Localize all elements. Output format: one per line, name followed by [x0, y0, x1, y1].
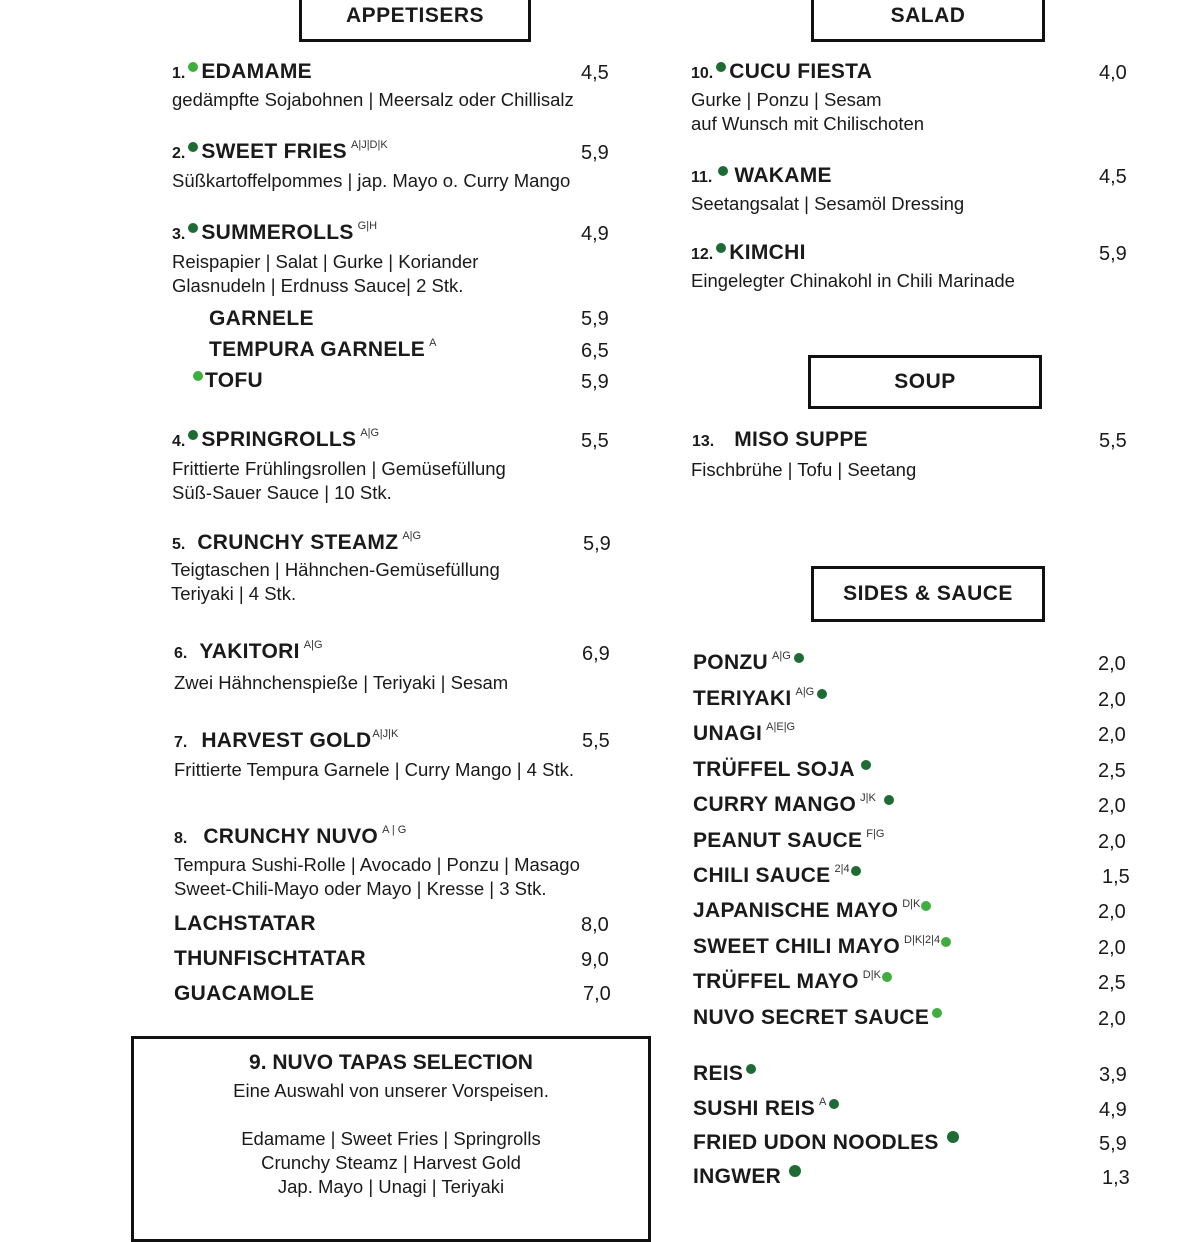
sauce-name: UNAGI — [693, 722, 763, 745]
item-description: Gurke | Ponzu | Sesam — [691, 89, 882, 110]
item-number: 4. — [172, 433, 186, 450]
allergen-codes: D|K|2|4 — [904, 934, 941, 946]
menu-item-kimchi — [691, 241, 806, 265]
item-description: Eingelegter Chinakohl in Chili Marinade — [691, 270, 1015, 291]
vegan-dot-icon — [188, 223, 198, 233]
sauce-ponzu — [693, 651, 807, 675]
vegan-dot-icon — [188, 62, 198, 72]
item-name: CRUNCHY STEAMZ — [197, 531, 399, 554]
appetisers-header-label: APPETISERS — [345, 4, 485, 27]
side-name: INGWER — [693, 1165, 782, 1188]
item-name: HARVEST GOLD — [201, 729, 372, 752]
item-name: SUMMEROLLS — [201, 221, 354, 244]
item-price: 5,5 — [581, 430, 609, 452]
tapas-selection-box — [131, 1036, 651, 1242]
item-price: 5,5 — [1099, 430, 1127, 452]
sauce-peanut — [693, 829, 884, 853]
salad-header-label: SALAD — [890, 4, 966, 27]
allergen-codes: A|G — [402, 530, 422, 542]
option-name: GARNELE — [209, 307, 314, 330]
allergen-codes: G|H — [357, 220, 378, 232]
option-price: 5,9 — [581, 308, 609, 330]
tapas-line: Edamame | Sweet Fries | Springrolls — [241, 1128, 541, 1149]
sauce-name: TRÜFFEL SOJA — [693, 758, 855, 781]
sides-header — [811, 566, 1045, 622]
sauce-name: TRÜFFEL MAYO — [693, 970, 859, 993]
option-guacamole — [174, 982, 314, 1006]
item-name: EDAMAME — [201, 60, 312, 83]
sauce-price: 2,5 — [1098, 760, 1126, 782]
option-garnele — [209, 307, 314, 331]
side-reis — [693, 1062, 759, 1086]
soup-header-label: SOUP — [894, 370, 956, 393]
vegan-dot-icon — [851, 866, 861, 876]
side-name: FRIED UDON NOODLES — [693, 1131, 939, 1154]
side-name: REIS — [693, 1062, 744, 1085]
vegan-dot-icon — [716, 243, 726, 253]
item-name: CUCU FIESTA — [729, 60, 873, 83]
side-sushi-reis — [693, 1097, 842, 1121]
option-price: 6,5 — [581, 340, 609, 362]
option-name: TOFU — [205, 369, 263, 392]
sauce-sweet-chili-mayo — [693, 935, 954, 959]
sauce-price: 1,5 — [1102, 866, 1130, 888]
sauce-price: 2,5 — [1098, 972, 1126, 994]
allergen-codes: J|K — [860, 792, 876, 804]
sauce-name: PEANUT SAUCE — [693, 829, 863, 852]
item-description: gedämpfte Sojabohnen | Meersalz oder Chillisalz — [172, 89, 574, 110]
option-price: 8,0 — [581, 914, 609, 936]
side-name: SUSHI REIS — [693, 1097, 816, 1120]
item-description: Zwei Hähnchenspieße | Teriyaki | Sesam — [174, 672, 509, 693]
sauce-price: 2,0 — [1098, 1008, 1126, 1030]
vegan-dot-icon — [884, 795, 894, 805]
allergen-codes: A — [429, 337, 437, 349]
allergen-codes: A|E|G — [766, 721, 796, 733]
menu-item-wakame — [691, 164, 832, 188]
option-tempura-garnele — [209, 338, 436, 362]
vegan-dot-icon — [193, 371, 203, 381]
sauce-nuvo-secret — [693, 1006, 945, 1030]
sauce-name: SWEET CHILI MAYO — [693, 935, 901, 958]
item-name: YAKITORI — [199, 640, 300, 663]
item-name: SWEET FRIES — [201, 140, 347, 163]
allergen-codes: A|G — [772, 650, 791, 662]
vegan-dot-icon — [921, 901, 931, 911]
sauce-name: CURRY MANGO — [693, 793, 857, 816]
item-description: Frittierte Tempura Garnele | Curry Mango | 4 Stk. — [174, 759, 574, 780]
item-description: Sweet-Chili-Mayo oder Mayo | Kresse | 3 Stk. — [174, 878, 547, 899]
item-description: Süß-Sauer Sauce | 10 Stk. — [172, 482, 392, 503]
menu-item-springrolls — [172, 428, 379, 452]
menu-item-crunchy-nuvo — [174, 825, 406, 849]
item-description: Teriyaki | 4 Stk. — [171, 583, 297, 604]
allergen-codes: A — [819, 1096, 827, 1108]
sauce-teriyaki — [693, 687, 830, 711]
item-description: Süßkartoffelpommes | jap. Mayo o. Curry Mango — [172, 170, 571, 191]
item-price: 4,5 — [581, 62, 609, 84]
vegan-dot-icon — [188, 142, 198, 152]
option-name: THUNFISCHTATAR — [174, 947, 367, 970]
sides-header-label: SIDES & SAUCE — [843, 582, 1013, 605]
tapas-line: Crunchy Steamz | Harvest Gold — [261, 1152, 521, 1173]
option-price: 7,0 — [583, 983, 611, 1005]
sauce-trueffel-soja — [693, 758, 874, 782]
item-number: 10. — [691, 65, 714, 82]
item-number: 12. — [691, 246, 714, 263]
sauce-chili — [693, 864, 864, 888]
side-price: 1,3 — [1102, 1167, 1130, 1189]
sauce-price: 2,0 — [1098, 653, 1126, 675]
vegan-dot-icon — [716, 62, 726, 72]
allergen-codes: A|J|K — [372, 728, 399, 740]
allergen-codes: A|G — [360, 427, 380, 439]
vegan-dot-icon — [932, 1008, 942, 1018]
menu-item-crunchy-steamz — [172, 531, 421, 555]
sauce-unagi — [693, 722, 795, 746]
menu-item-miso-suppe — [692, 428, 868, 452]
item-description: auf Wunsch mit Chilischoten — [691, 113, 925, 134]
vegan-dot-icon — [789, 1165, 801, 1177]
salad-header — [811, 0, 1045, 42]
option-thunfischtatar — [174, 947, 366, 971]
menu-item-edamame — [172, 60, 312, 84]
allergen-codes: F|G — [866, 828, 885, 840]
allergen-codes: A | G — [382, 824, 407, 836]
item-description: Teigtaschen | Hähnchen-Gemüsefüllung — [171, 559, 500, 580]
item-description: Frittierte Frühlingsrollen | Gemüsefüllung — [172, 458, 506, 479]
sauce-price: 2,0 — [1098, 689, 1126, 711]
sauce-curry-mango — [693, 793, 897, 817]
option-price: 9,0 — [581, 949, 609, 971]
item-number: 2. — [172, 145, 186, 162]
sauce-name: TERIYAKI — [693, 687, 792, 710]
item-price: 6,9 — [582, 643, 610, 665]
item-description: Glasnudeln | Erdnuss Sauce| 2 Stk. — [172, 275, 464, 296]
vegan-dot-icon — [882, 972, 892, 982]
allergen-codes: A|G — [303, 639, 323, 651]
item-number: 6. — [174, 645, 188, 662]
sauce-name: NUVO SECRET SAUCE — [693, 1006, 930, 1029]
allergen-codes: A|G — [795, 686, 815, 698]
item-name: KIMCHI — [729, 241, 806, 264]
option-price: 5,9 — [581, 371, 609, 393]
side-price: 4,9 — [1099, 1099, 1127, 1121]
menu-item-cucu-fiesta — [691, 60, 872, 84]
item-number: 13. — [692, 433, 715, 450]
option-name: LACHSTATAR — [174, 912, 316, 935]
menu-item-sweet-fries — [172, 140, 388, 164]
item-name: MISO SUPPE — [734, 428, 868, 451]
item-number: 11. — [691, 169, 713, 186]
item-description: Seetangsalat | Sesamöl Dressing — [691, 193, 965, 214]
vegan-dot-icon — [829, 1099, 839, 1109]
item-number: 5. — [172, 536, 186, 553]
item-description: Fischbrühe | Tofu | Seetang — [691, 459, 917, 480]
sauce-trueffel-mayo — [693, 970, 895, 994]
sauce-price: 2,0 — [1098, 724, 1126, 746]
tapas-title: 9. NUVO TAPAS SELECTION — [249, 1051, 533, 1074]
menu-item-harvest-gold — [174, 729, 398, 753]
option-tofu — [193, 369, 263, 393]
item-price: 4,9 — [581, 223, 609, 245]
vegan-dot-icon — [817, 689, 827, 699]
vegan-dot-icon — [947, 1131, 959, 1143]
item-price: 5,9 — [581, 142, 609, 164]
side-fried-udon — [693, 1131, 962, 1155]
item-name: SPRINGROLLS — [201, 428, 357, 451]
tapas-subtitle: Eine Auswahl von unserer Vorspeisen. — [233, 1080, 549, 1101]
side-price: 5,9 — [1099, 1133, 1127, 1155]
allergen-codes: D|K — [902, 898, 921, 910]
appetisers-header — [299, 0, 531, 42]
item-price: 5,9 — [583, 533, 611, 555]
side-ingwer — [693, 1165, 804, 1189]
vegan-dot-icon — [718, 166, 728, 176]
vegan-dot-icon — [188, 430, 198, 440]
item-number: 7. — [174, 734, 188, 751]
item-description: Reispapier | Salat | Gurke | Koriander — [172, 251, 479, 272]
option-name: GUACAMOLE — [174, 982, 315, 1005]
allergen-codes: D|K — [862, 969, 881, 981]
allergen-codes: 2|4 — [834, 863, 850, 875]
item-price: 4,0 — [1099, 62, 1127, 84]
item-price: 5,5 — [582, 730, 610, 752]
vegan-dot-icon — [746, 1064, 756, 1074]
option-lachstatar — [174, 912, 316, 936]
menu-item-summerolls — [172, 221, 377, 245]
item-name: WAKAME — [734, 164, 832, 187]
item-price: 5,9 — [1099, 243, 1127, 265]
sauce-name: PONZU — [693, 651, 768, 674]
sauce-price: 2,0 — [1098, 901, 1126, 923]
sauce-price: 2,0 — [1098, 795, 1126, 817]
option-name: TEMPURA GARNELE — [209, 338, 426, 361]
sauce-japanische-mayo — [693, 899, 934, 923]
tapas-line: Jap. Mayo | Unagi | Teriyaki — [277, 1176, 505, 1197]
item-description: Tempura Sushi-Rolle | Avocado | Ponzu | Masago — [174, 854, 580, 875]
sauce-name: CHILI SAUCE — [693, 864, 831, 887]
vegan-dot-icon — [861, 760, 871, 770]
sauce-name: JAPANISCHE MAYO — [693, 899, 899, 922]
item-number: 8. — [174, 830, 188, 847]
sauce-price: 2,0 — [1098, 937, 1126, 959]
item-number: 3. — [172, 226, 186, 243]
item-name: CRUNCHY NUVO — [203, 825, 379, 848]
soup-header — [808, 355, 1042, 409]
menu-item-yakitori — [174, 640, 323, 664]
item-number: 1. — [172, 65, 186, 82]
side-price: 3,9 — [1099, 1064, 1127, 1086]
allergen-codes: A|J|D|K — [351, 139, 388, 151]
vegan-dot-icon — [794, 653, 804, 663]
item-price: 4,5 — [1099, 166, 1127, 188]
sauce-price: 2,0 — [1098, 831, 1126, 853]
vegan-dot-icon — [941, 937, 951, 947]
